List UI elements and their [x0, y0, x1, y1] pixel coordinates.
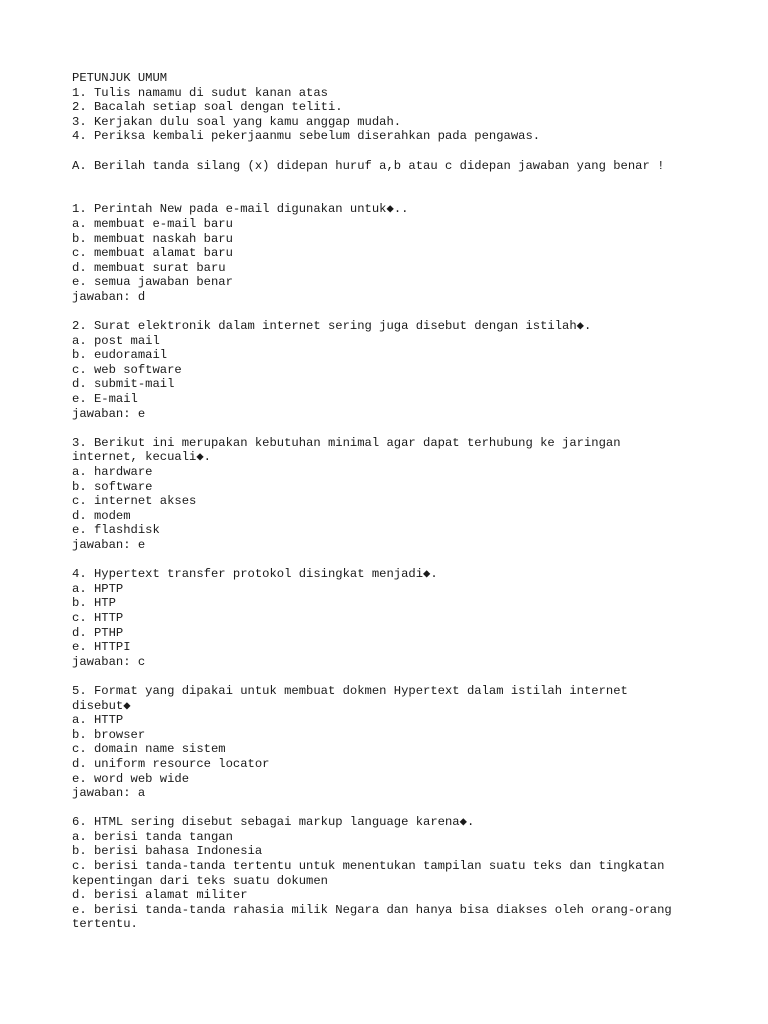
answer-option: d. modem	[72, 508, 131, 523]
general-item: 2. Bacalah setiap soal dengan teliti.	[72, 100, 343, 115]
answer-option: e. flashdisk	[72, 523, 160, 538]
answer-option: c. internet akses	[72, 494, 197, 509]
spacer	[72, 421, 762, 436]
general-item: 4. Periksa kembali pekerjaanmu sebelum diserahkan pada pengawas.	[72, 129, 541, 144]
spacer	[72, 144, 762, 159]
answer-option: e. HTTPI	[72, 640, 131, 655]
spacer	[72, 553, 762, 568]
spacer	[72, 669, 762, 684]
question-block	[72, 684, 762, 801]
answer-option: e. semua jawaban benar	[72, 275, 233, 290]
answer-key: jawaban: d	[72, 289, 146, 304]
answer-option: a. hardware	[72, 465, 153, 480]
answer-key: jawaban: a	[72, 786, 146, 801]
answer-option: d. PTHP	[72, 625, 124, 640]
answer-option: b. software	[72, 479, 153, 494]
answer-option: e. word web wide	[72, 771, 190, 786]
answer-option: b. berisi bahasa Indonesia	[72, 844, 263, 859]
answer-option: a. HTTP	[72, 713, 124, 728]
document-page	[72, 71, 762, 932]
question-list	[72, 202, 762, 932]
answer-option: a. HPTP	[72, 581, 124, 596]
answer-option: c. membuat alamat baru	[72, 246, 233, 261]
answer-option: c. berisi tanda-tanda tertentu untuk menentukan tampilan suatu teks dan tingkatan	[72, 859, 665, 874]
answer-option: e. E-mail	[72, 392, 138, 407]
answer-option: d. membuat surat baru	[72, 260, 226, 275]
question-text: 2. Surat elektronik dalam internet sering juga disebut dengan istilah◆.	[72, 319, 592, 334]
answer-option: b. HTP	[72, 596, 116, 611]
answer-key: jawaban: e	[72, 538, 146, 552]
question-text: 6. HTML sering disebut sebagai markup language karena◆.	[72, 815, 475, 830]
answer-key: jawaban: c	[72, 654, 146, 669]
answer-option: d. uniform resource locator	[72, 756, 270, 771]
general-heading: PETUNJUK UMUM	[72, 71, 168, 85]
section-a-instruction: A. Berilah tanda silang (x) didepan huruf a,b atau c didepan jawaban yang benar !	[72, 158, 665, 173]
question-block	[72, 567, 762, 669]
question-block	[72, 319, 762, 421]
answer-option: d. berisi alamat militer	[72, 888, 248, 903]
question-text: 4. Hypertext transfer protokol disingkat menjadi◆.	[72, 567, 438, 582]
question-text: 3. Berikut ini merupakan kebutuhan minimal agar dapat terhubung ke jaringan	[72, 435, 621, 450]
question-block	[72, 815, 762, 932]
answer-option: b. membuat naskah baru	[72, 231, 233, 246]
answer-option: kepentingan dari teks suatu dokumen	[72, 873, 328, 888]
general-instructions	[72, 71, 762, 144]
answer-option: c. web software	[72, 362, 182, 377]
spacer	[72, 173, 762, 202]
answer-option: b. browser	[72, 727, 146, 742]
question-block	[72, 202, 762, 304]
question-text: internet, kecuali◆.	[72, 450, 211, 465]
answer-option: a. membuat e-mail baru	[72, 216, 233, 231]
answer-key: jawaban: e	[72, 406, 146, 421]
question-text: 5. Format yang dipakai untuk membuat dokmen Hypertext dalam istilah internet	[72, 683, 628, 698]
answer-option: e. berisi tanda-tanda rahasia milik Negara dan hanya bisa diakses oleh orang-orang	[72, 902, 672, 917]
answer-option: d. submit-mail	[72, 377, 175, 392]
spacer	[72, 305, 762, 320]
question-text: disebut◆	[72, 698, 131, 713]
general-item: 3. Kerjakan dulu soal yang kamu anggap mudah.	[72, 114, 402, 129]
question-text: 1. Perintah New pada e-mail digunakan untuk◆..	[72, 202, 409, 217]
answer-option: a. berisi tanda tangan	[72, 829, 233, 844]
answer-option: a. post mail	[72, 333, 160, 348]
answer-option: tertentu.	[72, 917, 138, 932]
spacer	[72, 801, 762, 816]
question-block	[72, 436, 762, 553]
answer-option: c. domain name sistem	[72, 742, 226, 757]
answer-option: b. eudoramail	[72, 348, 168, 363]
general-item: 1. Tulis namamu di sudut kanan atas	[72, 85, 328, 100]
answer-option: c. HTTP	[72, 610, 124, 625]
